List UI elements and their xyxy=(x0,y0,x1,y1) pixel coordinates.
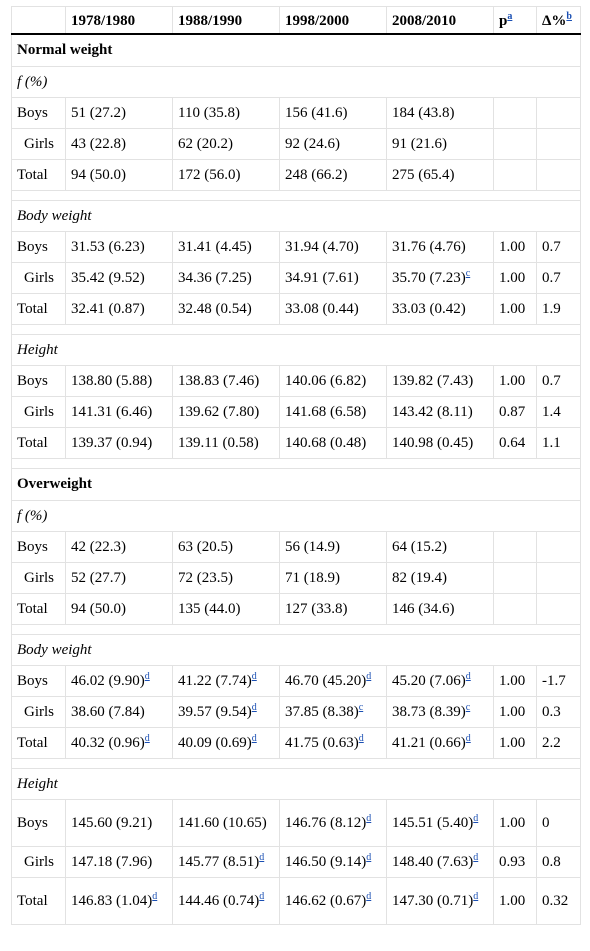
row-label: Boys xyxy=(12,666,66,697)
value-text: 41.21 (0.66) xyxy=(392,734,466,751)
value-text: 45.20 (7.06) xyxy=(392,672,466,689)
group-label: Height xyxy=(12,769,581,800)
value-cell xyxy=(387,728,494,759)
value-text: 146.83 (1.04) xyxy=(71,892,153,909)
table-row xyxy=(12,397,581,428)
value-text: 51 (27.2) xyxy=(71,104,126,121)
value-text: 64 (15.2) xyxy=(392,538,447,555)
spacer-row xyxy=(12,325,581,335)
value-cell xyxy=(173,129,280,160)
p-value-cell: 1.00 xyxy=(494,878,537,925)
header-2008-2010: 2008/2010 xyxy=(387,7,494,35)
value-cell xyxy=(66,594,173,625)
table-row xyxy=(12,98,581,129)
value-cell xyxy=(173,697,280,728)
value-text: 145.51 (5.40) xyxy=(392,814,474,831)
row-label: Girls xyxy=(12,847,66,878)
footnote-link-a[interactable]: a xyxy=(507,10,513,22)
value-text: 39.57 (9.54) xyxy=(178,703,252,720)
table-row xyxy=(12,594,581,625)
spacer-row xyxy=(12,459,581,469)
value-text: 42 (22.3) xyxy=(71,538,126,555)
value-cell xyxy=(66,129,173,160)
p-value-cell: 1.00 xyxy=(494,728,537,759)
value-text: 34.36 (7.25) xyxy=(178,269,252,286)
value-cell xyxy=(387,294,494,325)
value-text: 94 (50.0) xyxy=(71,166,126,183)
value-cell xyxy=(173,878,280,925)
value-text: 46.02 (9.90) xyxy=(71,672,145,689)
value-text: 33.08 (0.44) xyxy=(285,300,359,317)
header-delta-text: Δ% xyxy=(542,12,567,29)
value-text: 140.98 (0.45) xyxy=(392,434,474,451)
value-cell xyxy=(66,847,173,878)
p-value-cell: 0.64 xyxy=(494,428,537,459)
footnote-link-c[interactable]: c xyxy=(358,701,364,713)
value-cell xyxy=(387,878,494,925)
value-text: 147.18 (7.96) xyxy=(71,853,153,870)
delta-cell xyxy=(537,594,581,625)
value-text: 37.85 (8.38) xyxy=(285,703,359,720)
value-text: 145.60 (9.21) xyxy=(71,814,153,831)
row-label: Total xyxy=(12,160,66,191)
footnote-link-d[interactable]: d xyxy=(144,732,150,744)
value-text: 141.60 (10.65) xyxy=(178,814,267,831)
p-value-cell: 1.00 xyxy=(494,232,537,263)
value-cell xyxy=(280,129,387,160)
footnote-link-d[interactable]: d xyxy=(259,890,265,902)
delta-cell: 2.2 xyxy=(537,728,581,759)
table-row xyxy=(12,232,581,263)
row-label: Girls xyxy=(12,397,66,428)
value-cell xyxy=(66,532,173,563)
value-text: 31.53 (6.23) xyxy=(71,238,145,255)
value-cell xyxy=(173,397,280,428)
value-text: 138.83 (7.46) xyxy=(178,372,260,389)
value-cell xyxy=(387,800,494,847)
p-value-cell: 1.00 xyxy=(494,697,537,728)
value-text: 141.31 (6.46) xyxy=(71,403,153,420)
row-label: Boys xyxy=(12,800,66,847)
value-cell xyxy=(280,263,387,294)
value-cell xyxy=(66,800,173,847)
group-header-row xyxy=(12,67,581,98)
spacer-row xyxy=(12,191,581,201)
value-cell xyxy=(280,232,387,263)
p-value-cell xyxy=(494,98,537,129)
p-value-cell xyxy=(494,160,537,191)
value-cell xyxy=(280,366,387,397)
delta-cell: 0.7 xyxy=(537,366,581,397)
value-text: 52 (27.7) xyxy=(71,569,126,586)
value-cell xyxy=(280,397,387,428)
spacer-cell xyxy=(12,191,581,201)
value-text: 32.48 (0.54) xyxy=(178,300,252,317)
footnote-link-d[interactable]: d xyxy=(144,670,150,682)
value-text: 31.41 (4.45) xyxy=(178,238,252,255)
footnote-link-d[interactable]: d xyxy=(251,732,257,744)
value-text: 172 (56.0) xyxy=(178,166,241,183)
value-text: 184 (43.8) xyxy=(392,104,455,121)
delta-cell: 0.3 xyxy=(537,697,581,728)
group-label: Body weight xyxy=(12,201,581,232)
value-cell xyxy=(66,878,173,925)
table-row xyxy=(12,666,581,697)
value-text: 38.73 (8.39) xyxy=(392,703,466,720)
value-text: 135 (44.0) xyxy=(178,600,241,617)
spacer-row xyxy=(12,759,581,769)
group-label: Height xyxy=(12,335,581,366)
p-value-cell: 0.93 xyxy=(494,847,537,878)
footnote-link-d[interactable]: d xyxy=(473,812,479,824)
section-header-row xyxy=(12,34,581,67)
p-value-cell: 1.00 xyxy=(494,294,537,325)
value-cell xyxy=(280,847,387,878)
value-cell xyxy=(280,563,387,594)
value-cell xyxy=(280,532,387,563)
delta-cell xyxy=(537,563,581,594)
delta-cell: -1.7 xyxy=(537,666,581,697)
table-row xyxy=(12,563,581,594)
value-text: 56 (14.9) xyxy=(285,538,340,555)
value-text: 46.70 (45.20) xyxy=(285,672,367,689)
value-text: 35.70 (7.23) xyxy=(392,269,466,286)
value-cell xyxy=(387,397,494,428)
table-row xyxy=(12,428,581,459)
value-cell xyxy=(66,563,173,594)
value-cell xyxy=(173,428,280,459)
value-cell xyxy=(387,666,494,697)
value-text: 38.60 (7.84) xyxy=(71,703,145,720)
delta-cell xyxy=(537,532,581,563)
value-text: 248 (66.2) xyxy=(285,166,348,183)
value-text: 41.22 (7.74) xyxy=(178,672,252,689)
row-label: Total xyxy=(12,878,66,925)
value-text: 139.82 (7.43) xyxy=(392,372,474,389)
value-cell xyxy=(387,594,494,625)
spacer-cell xyxy=(12,759,581,769)
footnote-link-c[interactable]: c xyxy=(465,701,471,713)
table-row xyxy=(12,129,581,160)
delta-cell: 0.32 xyxy=(537,878,581,925)
table-row xyxy=(12,800,581,847)
value-cell xyxy=(66,366,173,397)
value-text: 92 (24.6) xyxy=(285,135,340,152)
delta-cell xyxy=(537,129,581,160)
row-label: Girls xyxy=(12,697,66,728)
value-text: 146.62 (0.67) xyxy=(285,892,367,909)
value-text: 139.62 (7.80) xyxy=(178,403,260,420)
footnote-link-d[interactable]: d xyxy=(366,851,372,863)
table-row xyxy=(12,878,581,925)
value-text: 143.42 (8.11) xyxy=(392,403,473,420)
table-row xyxy=(12,728,581,759)
value-text: 94 (50.0) xyxy=(71,600,126,617)
value-cell xyxy=(280,294,387,325)
header-delta-percent xyxy=(537,7,581,35)
value-cell xyxy=(280,594,387,625)
group-label: f (%) xyxy=(12,67,581,98)
delta-cell: 0.8 xyxy=(537,847,581,878)
group-label: Body weight xyxy=(12,635,581,666)
value-cell xyxy=(173,366,280,397)
value-cell xyxy=(280,728,387,759)
value-cell xyxy=(173,563,280,594)
row-label: Total xyxy=(12,728,66,759)
value-cell xyxy=(387,98,494,129)
delta-cell xyxy=(537,98,581,129)
table-row xyxy=(12,697,581,728)
footnote-link-d[interactable]: d xyxy=(366,670,372,682)
p-value-cell: 0.87 xyxy=(494,397,537,428)
value-cell xyxy=(66,98,173,129)
delta-cell: 0.7 xyxy=(537,232,581,263)
value-text: 32.41 (0.87) xyxy=(71,300,145,317)
value-cell xyxy=(387,847,494,878)
value-cell xyxy=(66,666,173,697)
p-value-cell xyxy=(494,594,537,625)
section-title: Normal weight xyxy=(12,34,581,67)
value-cell xyxy=(387,263,494,294)
footnote-link-b[interactable]: b xyxy=(566,10,572,22)
group-header-row xyxy=(12,769,581,800)
value-cell xyxy=(66,397,173,428)
row-label: Boys xyxy=(12,98,66,129)
footnote-link-d[interactable]: d xyxy=(251,670,257,682)
value-text: 43 (22.8) xyxy=(71,135,126,152)
value-text: 40.32 (0.96) xyxy=(71,734,145,751)
value-cell xyxy=(387,532,494,563)
delta-cell: 1.9 xyxy=(537,294,581,325)
value-cell xyxy=(173,294,280,325)
header-row xyxy=(12,7,581,35)
footnote-link-d[interactable]: d xyxy=(473,890,479,902)
footnote-link-c[interactable]: c xyxy=(465,267,471,279)
value-cell xyxy=(173,847,280,878)
value-cell xyxy=(173,728,280,759)
value-text: 31.94 (4.70) xyxy=(285,238,359,255)
value-text: 146.50 (9.14) xyxy=(285,853,367,870)
value-text: 40.09 (0.69) xyxy=(178,734,252,751)
row-label: Total xyxy=(12,594,66,625)
value-text: 34.91 (7.61) xyxy=(285,269,359,286)
value-cell xyxy=(66,728,173,759)
value-cell xyxy=(173,666,280,697)
value-text: 82 (19.4) xyxy=(392,569,447,586)
value-cell xyxy=(173,532,280,563)
header-1998-2000: 1998/2000 xyxy=(280,7,387,35)
value-cell xyxy=(173,594,280,625)
header-p-text: p xyxy=(499,12,508,29)
value-text: 275 (65.4) xyxy=(392,166,455,183)
value-cell xyxy=(280,98,387,129)
delta-cell: 0.7 xyxy=(537,263,581,294)
value-cell xyxy=(66,263,173,294)
value-cell xyxy=(173,232,280,263)
row-label: Boys xyxy=(12,532,66,563)
value-cell xyxy=(280,160,387,191)
row-label: Total xyxy=(12,294,66,325)
footnote-link-d[interactable]: d xyxy=(473,851,479,863)
value-cell xyxy=(280,666,387,697)
value-cell xyxy=(173,160,280,191)
value-text: 140.68 (0.48) xyxy=(285,434,367,451)
group-header-row xyxy=(12,201,581,232)
table-body xyxy=(12,34,581,925)
value-cell xyxy=(173,263,280,294)
value-cell xyxy=(387,160,494,191)
p-value-cell: 1.00 xyxy=(494,800,537,847)
value-text: 146 (34.6) xyxy=(392,600,455,617)
header-row-label xyxy=(12,7,66,35)
spacer-cell xyxy=(12,325,581,335)
table-row xyxy=(12,263,581,294)
footnote-link-d[interactable]: d xyxy=(465,670,471,682)
value-text: 72 (23.5) xyxy=(178,569,233,586)
value-cell xyxy=(387,697,494,728)
value-cell xyxy=(387,129,494,160)
value-cell xyxy=(173,98,280,129)
value-cell xyxy=(387,563,494,594)
value-text: 141.68 (6.58) xyxy=(285,403,367,420)
row-label: Boys xyxy=(12,232,66,263)
spacer-cell xyxy=(12,459,581,469)
delta-cell: 1.4 xyxy=(537,397,581,428)
value-text: 31.76 (4.76) xyxy=(392,238,466,255)
value-text: 110 (35.8) xyxy=(178,104,240,121)
value-cell xyxy=(280,800,387,847)
footnote-link-d[interactable]: d xyxy=(366,812,372,824)
table-row xyxy=(12,532,581,563)
p-value-cell xyxy=(494,563,537,594)
group-header-row xyxy=(12,635,581,666)
value-cell xyxy=(66,697,173,728)
p-value-cell xyxy=(494,532,537,563)
value-cell xyxy=(280,428,387,459)
group-label: f (%) xyxy=(12,501,581,532)
value-text: 62 (20.2) xyxy=(178,135,233,152)
footnote-link-d[interactable]: d xyxy=(152,890,158,902)
value-text: 138.80 (5.88) xyxy=(71,372,153,389)
p-value-cell: 1.00 xyxy=(494,263,537,294)
footnote-link-d[interactable]: d xyxy=(358,732,364,744)
value-text: 63 (20.5) xyxy=(178,538,233,555)
value-text: 146.76 (8.12) xyxy=(285,814,367,831)
spacer-cell xyxy=(12,625,581,635)
row-label: Total xyxy=(12,428,66,459)
delta-cell: 1.1 xyxy=(537,428,581,459)
row-label: Boys xyxy=(12,366,66,397)
data-table xyxy=(11,6,581,925)
value-text: 33.03 (0.42) xyxy=(392,300,466,317)
table-row xyxy=(12,366,581,397)
footnote-link-d[interactable]: d xyxy=(366,890,372,902)
spacer-row xyxy=(12,625,581,635)
value-cell xyxy=(66,160,173,191)
row-label: Girls xyxy=(12,129,66,160)
table-row xyxy=(12,847,581,878)
value-text: 91 (21.6) xyxy=(392,135,447,152)
section-header-row xyxy=(12,469,581,501)
value-text: 147.30 (0.71) xyxy=(392,892,474,909)
value-text: 127 (33.8) xyxy=(285,600,348,617)
table-row xyxy=(12,160,581,191)
header-1988-1990: 1988/1990 xyxy=(173,7,280,35)
footnote-link-d[interactable]: d xyxy=(465,732,471,744)
value-text: 156 (41.6) xyxy=(285,104,348,121)
section-title: Overweight xyxy=(12,469,581,501)
table-row xyxy=(12,294,581,325)
header-1978-1980: 1978/1980 xyxy=(66,7,173,35)
header-p-value xyxy=(494,7,537,35)
footnote-link-d[interactable]: d xyxy=(259,851,265,863)
row-label: Girls xyxy=(12,263,66,294)
value-cell xyxy=(66,294,173,325)
value-text: 148.40 (7.63) xyxy=(392,853,474,870)
value-cell xyxy=(387,232,494,263)
value-cell xyxy=(387,428,494,459)
p-value-cell xyxy=(494,129,537,160)
footnote-link-d[interactable]: d xyxy=(251,701,257,713)
value-cell xyxy=(387,366,494,397)
value-cell xyxy=(280,878,387,925)
group-header-row xyxy=(12,501,581,532)
value-text: 35.42 (9.52) xyxy=(71,269,145,286)
row-label: Girls xyxy=(12,563,66,594)
group-header-row xyxy=(12,335,581,366)
value-text: 139.37 (0.94) xyxy=(71,434,153,451)
value-text: 144.46 (0.74) xyxy=(178,892,260,909)
value-text: 71 (18.9) xyxy=(285,569,340,586)
value-text: 139.11 (0.58) xyxy=(178,434,259,451)
value-cell xyxy=(173,800,280,847)
value-cell xyxy=(66,232,173,263)
p-value-cell: 1.00 xyxy=(494,666,537,697)
value-text: 41.75 (0.63) xyxy=(285,734,359,751)
value-cell xyxy=(280,697,387,728)
delta-cell: 0 xyxy=(537,800,581,847)
p-value-cell: 1.00 xyxy=(494,366,537,397)
delta-cell xyxy=(537,160,581,191)
value-text: 145.77 (8.51) xyxy=(178,853,260,870)
value-text: 140.06 (6.82) xyxy=(285,372,367,389)
value-cell xyxy=(66,428,173,459)
